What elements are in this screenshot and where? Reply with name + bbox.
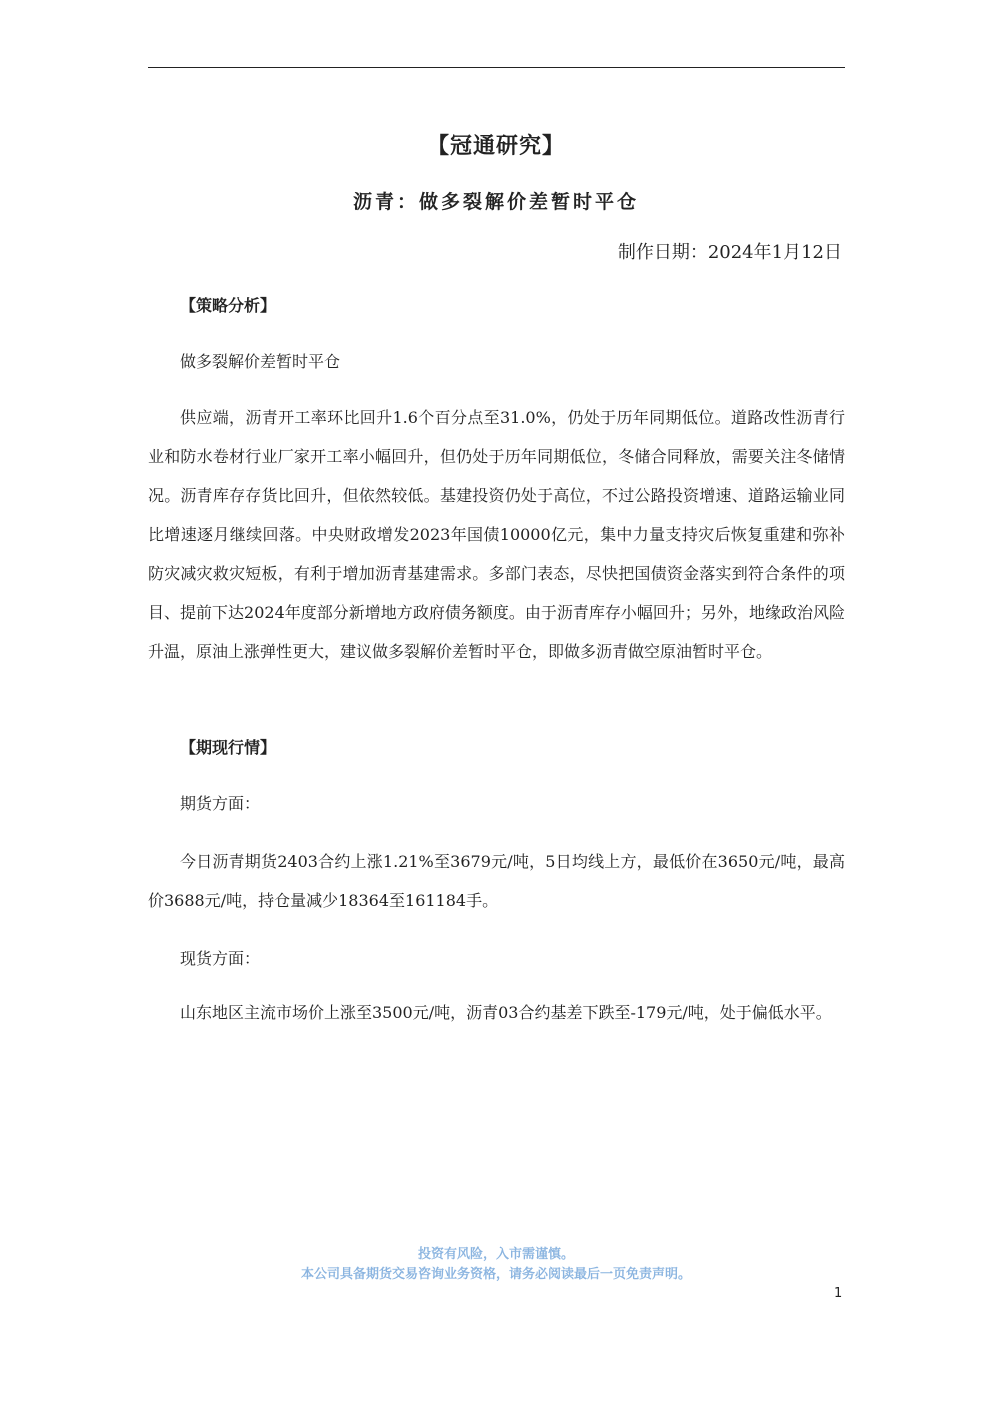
page-number: 1 bbox=[834, 1286, 843, 1301]
market-heading: 【期现行情】 bbox=[180, 738, 277, 757]
header-rule bbox=[148, 67, 845, 68]
spot-label: 现货方面： bbox=[180, 949, 261, 968]
strategy-summary: 做多裂解价差暂时平仓 bbox=[180, 352, 341, 371]
disclaimer-notice: 本公司具备期货交易咨询业务资格，请务必阅读最后一页免责声明。 bbox=[300, 1267, 691, 1282]
futures-body: 今日沥青期货2403合约上涨1.21%至3679元/吨，5日均线上方，最低价在3650元/吨，最高价3688元/吨，持仓量减少18364至161184手。 bbox=[148, 852, 845, 910]
futures-label: 期货方面： bbox=[180, 794, 261, 813]
report-title: 沥青：做多裂解价差暂时平仓 bbox=[352, 191, 639, 213]
risk-notice: 投资有风险，入市需谨慎。 bbox=[417, 1247, 574, 1262]
spot-body: 山东地区主流市场价上涨至3500元/吨，沥青03合约基差下跌至-179元/吨，处于偏低水平。 bbox=[180, 1003, 832, 1022]
org-title: 【冠通研究】 bbox=[426, 133, 565, 159]
report-date: 制作日期：2024年1月12日 bbox=[617, 242, 842, 263]
strategy-body: 供应端，沥青开工率环比回升1.6个百分点至31.0%，仍处于历年同期低位。道路改性沥青行业和防水卷材行业厂家开工率小幅回升，但仍处于历年同期低位，冬储合同释放，需要关注冬储情况。沥青库存存货比回升，但依然较低。基建投资仍处于高位，不过公路投资增速、道路运输业同比增速逐月继续回落。中央财政增发2023年国债10000亿元，集中力量支持灾后恢复重建和弥补防灾减灾救灾短板，有利于增加沥青基建需求。多部门表态，尽快把国债资金落实到符合条件的项目、提前下达2024年度部分新增地方政府债务额度。由于沥青库存小幅回升；另外，地缘政治风险升温，原油上涨弹性更大，建议做多裂解价差暂时平仓，即做多沥青做空原油暂时平仓。 bbox=[148, 408, 845, 661]
strategy-heading: 【策略分析】 bbox=[180, 296, 277, 315]
